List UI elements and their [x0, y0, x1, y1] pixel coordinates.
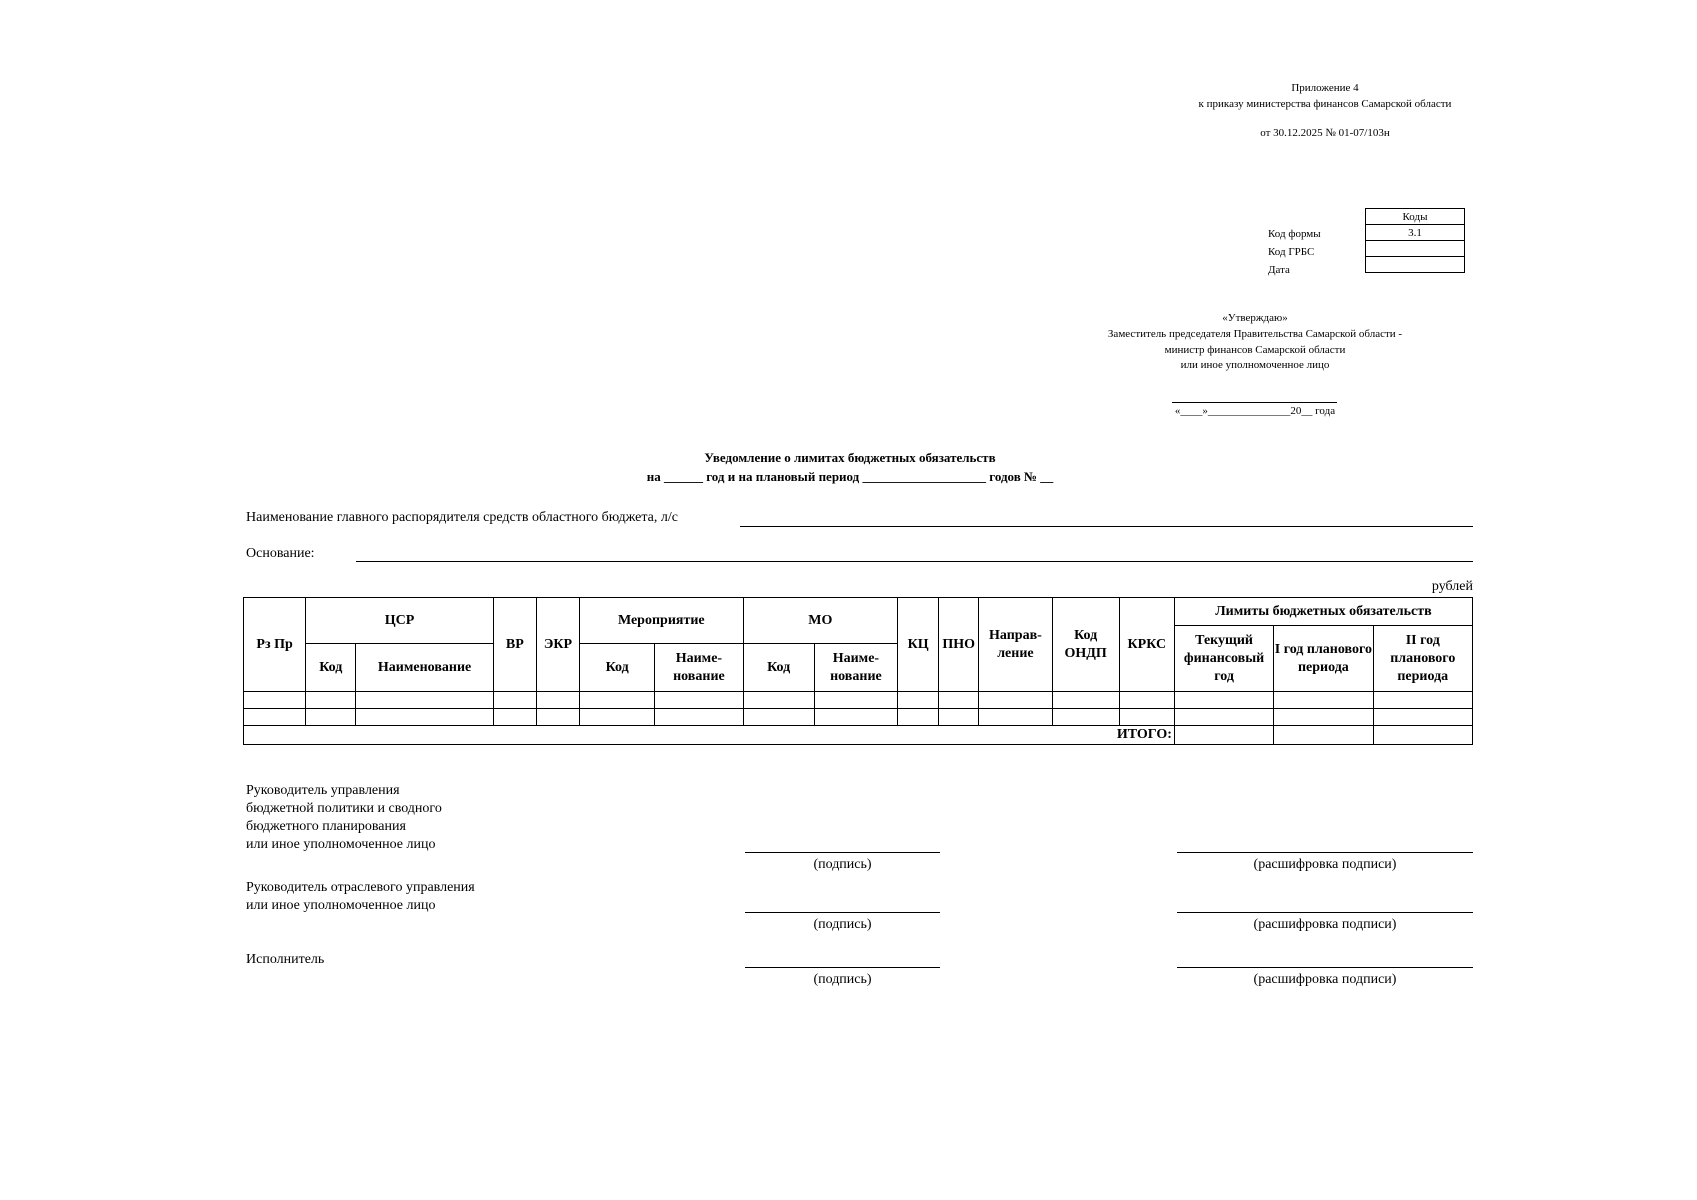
total-cell-plan-2[interactable] — [1373, 726, 1472, 745]
table-cell[interactable] — [536, 692, 579, 709]
table-cell[interactable] — [580, 709, 655, 726]
code-label-form: Код формы — [1268, 228, 1321, 240]
code-value-date[interactable] — [1366, 257, 1465, 273]
signer-1-decode-caption: (расшифровка подписи) — [1253, 857, 1397, 872]
total-label: ИТОГО: — [244, 726, 1175, 745]
signer-2-decode-line[interactable] — [1177, 912, 1473, 913]
col-csr-code: Код — [306, 644, 356, 692]
limits-table — [243, 597, 1473, 745]
col-year-current: Текущий финансовый год — [1174, 626, 1273, 692]
units-label: рублей — [1431, 579, 1473, 594]
signer-1-position — [246, 782, 442, 854]
table-cell[interactable] — [1052, 692, 1119, 709]
col-mo: МО — [743, 598, 898, 644]
table-cell[interactable] — [536, 709, 579, 726]
col-year-plan-1: I год планового периода — [1274, 626, 1373, 692]
table-row — [244, 709, 1473, 726]
col-event-code: Код — [580, 644, 655, 692]
table-cell[interactable] — [580, 692, 655, 709]
table-cell[interactable] — [1373, 709, 1472, 726]
table-cell[interactable] — [979, 709, 1052, 726]
code-value-grbs[interactable] — [1366, 241, 1465, 257]
table-cell[interactable] — [306, 692, 356, 709]
table-row — [244, 692, 1473, 709]
signer-2-signature-caption: (подпись) — [813, 917, 872, 932]
col-mo-name: Наиме-нование — [814, 644, 897, 692]
codes-title: Коды — [1366, 209, 1465, 225]
table-cell[interactable] — [244, 692, 306, 709]
table-cell[interactable] — [1174, 692, 1273, 709]
col-year-plan-2: II год планового периода — [1373, 626, 1472, 692]
signer-1-signature-line[interactable] — [745, 852, 940, 853]
table-cell[interactable] — [1274, 692, 1373, 709]
table-cell[interactable] — [1119, 709, 1174, 726]
col-event-name: Наиме-нование — [655, 644, 743, 692]
code-label-grbs: Код ГРБС — [1268, 246, 1315, 258]
approve-position-1: Заместитель председателя Правительства Самарской области - — [1107, 328, 1403, 340]
signer-2-line: или иное уполномоченное лицо — [246, 898, 436, 913]
signer-2-position — [246, 879, 475, 915]
table-cell[interactable] — [743, 709, 814, 726]
appendix-number: Приложение 4 — [1291, 82, 1359, 94]
signer-2-signature-line[interactable] — [745, 912, 940, 913]
table-cell[interactable] — [1174, 709, 1273, 726]
approve-position-2: министр финансов Самарской области — [1164, 344, 1346, 356]
approve-title: «Утверждаю» — [1222, 312, 1288, 324]
signer-2-decode-caption: (расшифровка подписи) — [1253, 917, 1397, 932]
table-cell[interactable] — [814, 692, 897, 709]
codes-table — [1365, 208, 1465, 273]
col-vr: ВР — [493, 598, 536, 692]
table-cell[interactable] — [898, 692, 939, 709]
table-cell[interactable] — [814, 709, 897, 726]
table-cell[interactable] — [898, 709, 939, 726]
signer-1-line: или иное уполномоченное лицо — [246, 837, 436, 852]
col-kc: КЦ — [898, 598, 939, 692]
total-cell-plan-1[interactable] — [1274, 726, 1373, 745]
basis-input-line[interactable] — [356, 561, 1473, 562]
col-krks: КРКС — [1119, 598, 1174, 692]
table-cell[interactable] — [493, 692, 536, 709]
table-cell[interactable] — [939, 709, 979, 726]
total-row — [244, 726, 1473, 745]
signer-3-signature-caption: (подпись) — [813, 972, 872, 987]
table-cell[interactable] — [655, 692, 743, 709]
signer-2-line: Руководитель отраслевого управления — [246, 880, 475, 895]
order-reference: к приказу министерства финансов Самарской области — [1198, 98, 1452, 110]
approve-signature-line[interactable] — [1172, 402, 1337, 403]
table-cell[interactable] — [1373, 692, 1472, 709]
grbs-label: Наименование главного распорядителя средств областного бюджета, л/с — [246, 510, 678, 525]
table-cell[interactable] — [1119, 692, 1174, 709]
table-cell[interactable] — [979, 692, 1052, 709]
col-mo-code: Код — [743, 644, 814, 692]
table-cell[interactable] — [1274, 709, 1373, 726]
signer-3-signature-line[interactable] — [745, 967, 940, 968]
signer-1-line: бюджетной политики и сводного — [246, 801, 442, 816]
approve-date: «____»_______________20__ года — [1174, 405, 1336, 417]
col-limits: Лимиты бюджетных обязательств — [1174, 598, 1472, 626]
table-cell[interactable] — [306, 709, 356, 726]
table-cell[interactable] — [244, 709, 306, 726]
signer-3-position: Исполнитель — [246, 952, 325, 967]
code-value-form[interactable]: 3.1 — [1366, 225, 1465, 241]
col-event: Мероприятие — [580, 598, 744, 644]
grbs-input-line[interactable] — [740, 526, 1473, 527]
basis-label: Основание: — [246, 546, 315, 561]
signer-1-line: бюджетного планирования — [246, 819, 406, 834]
table-cell[interactable] — [1052, 709, 1119, 726]
signer-1-line: Руководитель управления — [246, 783, 400, 798]
document-period: на ______ год и на плановый период ___________________ годов № __ — [646, 469, 1054, 484]
table-cell[interactable] — [939, 692, 979, 709]
signer-3-decode-line[interactable] — [1177, 967, 1473, 968]
code-label-date: Дата — [1268, 264, 1290, 276]
order-date: от 30.12.2025 № 01-07/103н — [1260, 127, 1390, 139]
document-title: Уведомление о лимитах бюджетных обязательств — [704, 450, 996, 465]
col-ondp: Код ОНДП — [1052, 598, 1119, 692]
total-cell-current[interactable] — [1174, 726, 1273, 745]
table-cell[interactable] — [356, 692, 493, 709]
table-cell[interactable] — [655, 709, 743, 726]
signer-1-signature-caption: (подпись) — [813, 857, 872, 872]
table-cell[interactable] — [743, 692, 814, 709]
col-pno: ПНО — [939, 598, 979, 692]
table-cell[interactable] — [493, 709, 536, 726]
table-cell[interactable] — [356, 709, 493, 726]
signer-1-decode-line[interactable] — [1177, 852, 1473, 853]
col-direction: Направ-ление — [979, 598, 1052, 692]
signer-3-decode-caption: (расшифровка подписи) — [1253, 972, 1397, 987]
col-csr: ЦСР — [306, 598, 494, 644]
col-rz-pr: Рз Пр — [244, 598, 306, 692]
approve-position-3: или иное уполномоченное лицо — [1180, 359, 1330, 371]
col-csr-name: Наименование — [356, 644, 493, 692]
col-ekr: ЭКР — [536, 598, 579, 692]
